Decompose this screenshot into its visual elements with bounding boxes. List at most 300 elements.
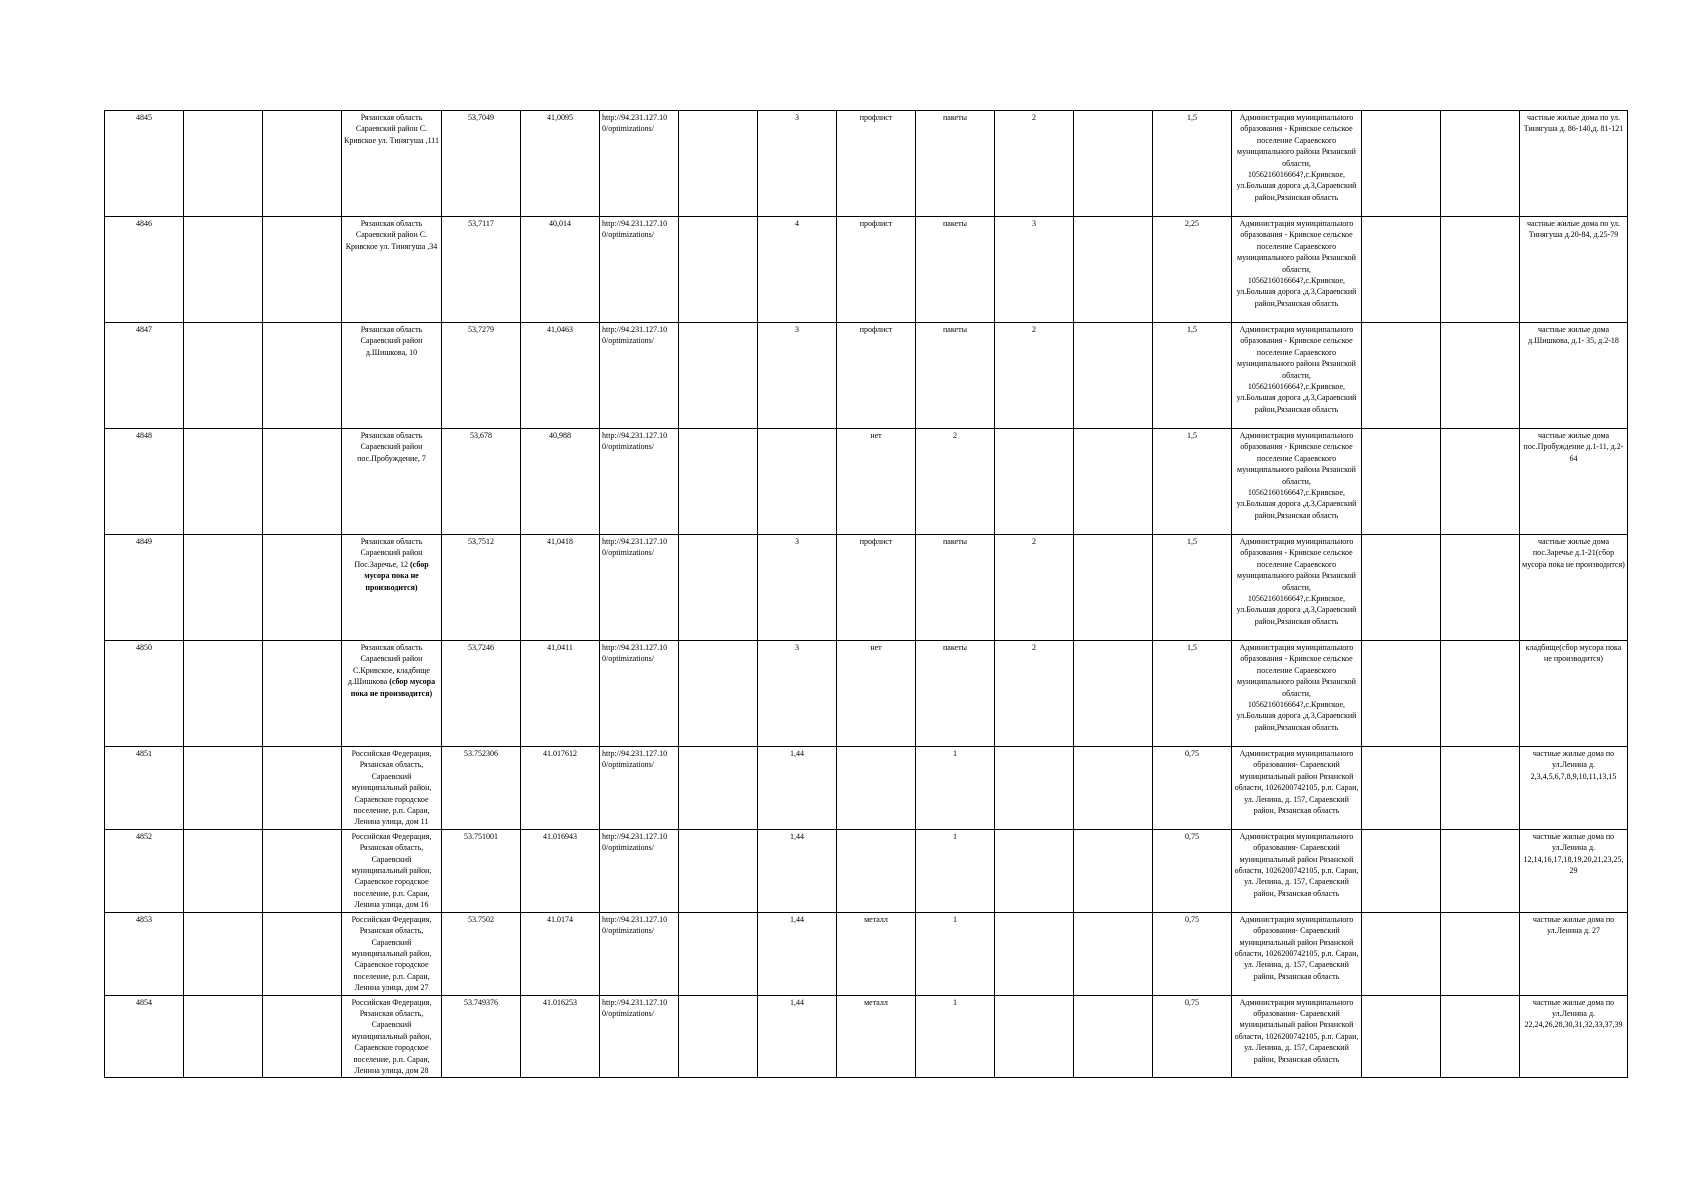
latitude-cell (442, 747, 521, 830)
container-type-text: 1 (953, 914, 957, 924)
registry-link-text: http://94.231.127.10 0/optimizations/ (602, 113, 668, 134)
table-row (105, 995, 1628, 1078)
empty-cell (1441, 429, 1520, 535)
latitude-cell (442, 641, 521, 747)
empty-cell (184, 995, 263, 1078)
owner-organization-text: Администрация муниципального образования - Кривское сельское поселение Сараевского муниципального района Рязанской области, 1056216016664?,с.Кривское, ул.Большая дорога ,д.3,Сараевский район,Рязанская область (1236, 113, 1357, 202)
served-objects-text: частные жилые дома по ул. Тинягуша д.20-84, д.25-79 (1527, 219, 1620, 240)
address-cell (342, 429, 442, 535)
served-objects-text: частные жилые дома по ул.Ленина д. 12,14,16,17,18,19,20,21,23,25,29 (1523, 831, 1624, 876)
empty-cell (1362, 217, 1441, 323)
area-cell (758, 111, 837, 217)
area-cell (758, 747, 837, 830)
registry-link-cell (600, 747, 679, 830)
volume-text: 0,75 (1185, 749, 1199, 758)
empty-cell (1362, 535, 1441, 641)
container-count-cell (995, 912, 1074, 995)
container-count-cell (995, 641, 1074, 747)
owner-organization-cell (1232, 829, 1362, 912)
table-body (105, 111, 1628, 1078)
row-number-text: 4847 (136, 325, 152, 334)
registry-link-text: http://94.231.127.10 0/optimizations/ (602, 219, 668, 240)
latitude-cell (442, 829, 521, 912)
registry-link-text: http://94.231.127.10 0/optimizations/ (602, 914, 668, 936)
empty-cell (1362, 323, 1441, 429)
table-row (105, 323, 1628, 429)
registry-link-text: http://94.231.127.10 0/optimizations/ (602, 831, 668, 853)
container-type-text: пакеты (943, 113, 967, 122)
owner-organization-text: Администрация муниципального образования - Кривское сельское поселение Сараевского муниципального района Рязанской области, 1056216016664?,с.Кривское, ул.Большая дорога ,д.3,Сараевский район,Рязанская область (1236, 431, 1357, 520)
owner-organization-text: Администрация муниципального образования - Кривское сельское поселение Сараевского муниципального района Рязанской области, 1056216016664?,с.Кривское, ул.Большая дорога ,д.3,Сараевский район,Рязанская область (1236, 537, 1357, 626)
owner-organization-cell (1232, 111, 1362, 217)
area-text: 3 (795, 643, 799, 652)
row-number-cell (105, 641, 184, 747)
table-row (105, 111, 1628, 217)
owner-organization-cell (1232, 429, 1362, 535)
served-objects-cell (1520, 995, 1628, 1078)
table-row (105, 429, 1628, 535)
served-objects-cell (1520, 111, 1628, 217)
address-text: Рязанская область Сараевский район С. Кривское ул. Тинягуша ,34 (345, 219, 438, 251)
address-cell (342, 323, 442, 429)
address-note-text: (сбор мусора пока не производится) (350, 677, 436, 698)
empty-cell (184, 912, 263, 995)
address-cell (342, 535, 442, 641)
served-objects-cell (1520, 217, 1628, 323)
table-row (105, 829, 1628, 912)
latitude-text: 53.7502 (468, 914, 494, 924)
latitude-text: 53,7279 (468, 325, 494, 334)
latitude-text: 53.751001 (464, 831, 498, 841)
row-number-text: 4854 (136, 997, 152, 1007)
empty-cell (1074, 217, 1153, 323)
empty-cell (263, 912, 342, 995)
longitude-text: 41.017612 (543, 749, 577, 758)
longitude-cell (521, 111, 600, 217)
empty-cell (679, 323, 758, 429)
volume-text: 1,5 (1187, 325, 1197, 334)
registry-link-text: http://94.231.127.10 0/optimizations/ (602, 749, 668, 770)
surface-cell (837, 111, 916, 217)
latitude-cell (442, 995, 521, 1078)
row-number-text: 4852 (136, 831, 152, 841)
empty-cell (263, 829, 342, 912)
surface-cell (837, 535, 916, 641)
address-cell (342, 912, 442, 995)
longitude-text: 41.016943 (543, 831, 577, 841)
empty-cell (1074, 912, 1153, 995)
container-type-cell (916, 747, 995, 830)
volume-cell (1153, 641, 1232, 747)
surface-text: нет (870, 431, 882, 440)
served-objects-text: частные жилые дома по ул.Ленина д. 2,3,4,5,6,7,8,9,10,11,13,15 (1530, 749, 1617, 781)
owner-organization-text: Администрация муниципального образования - Кривское сельское поселение Сараевского муниципального района Рязанской области, 1056216016664?,с.Кривское, ул.Большая дорога ,д.3,Сараевский район,Рязанская область (1236, 219, 1357, 308)
container-type-text: 2 (953, 431, 957, 440)
latitude-text: 53,678 (470, 431, 492, 440)
row-number-text: 4851 (136, 749, 152, 758)
longitude-text: 40,988 (549, 431, 571, 440)
empty-cell (679, 912, 758, 995)
row-number-text: 4846 (136, 219, 152, 228)
row-number-cell (105, 429, 184, 535)
served-objects-cell (1520, 641, 1628, 747)
container-type-cell (916, 829, 995, 912)
empty-cell (1074, 323, 1153, 429)
empty-cell (263, 641, 342, 747)
owner-organization-text: Администрация муниципального образования- Сараевский муниципальный район Рязанской области, 1026200742105, р.п. Сараи, ул. Ленина, д. 157, Сараевский район, Рязанская область (1234, 749, 1359, 816)
longitude-text: 41,0095 (547, 113, 573, 122)
empty-cell (1441, 912, 1520, 995)
table-row (105, 535, 1628, 641)
area-text: 1,44 (790, 914, 804, 924)
latitude-text: 53,7246 (468, 643, 494, 652)
surface-text: металл (864, 997, 888, 1007)
empty-cell (184, 747, 263, 830)
volume-text: 1,5 (1187, 113, 1197, 122)
owner-organization-cell (1232, 535, 1362, 641)
container-count-text: 2 (1032, 537, 1036, 546)
address-text: Рязанская область Сараевский район д.Шишкова, 10 (360, 325, 423, 357)
owner-organization-text: Администрация муниципального образования- Сараевский муниципальный район Рязанской области, 1026200742105, р.п. Сараи, ул. Ленина, д. 157, Сараевский район, Рязанская область (1234, 831, 1359, 898)
address-text: Рязанская область Сараевский район С.Кривское, кладбище д.Шишкова (347, 643, 430, 687)
surface-cell (837, 747, 916, 830)
container-type-text: 1 (953, 749, 957, 758)
served-objects-cell (1520, 912, 1628, 995)
empty-cell (263, 535, 342, 641)
area-cell (758, 995, 837, 1078)
volume-text: 2,25 (1185, 219, 1199, 228)
address-note-text: (сбор мусора пока не производится) (364, 559, 429, 592)
served-objects-text: частные жилые дома по ул. Тинягуша д. 86-140,д. 81-121 (1523, 113, 1624, 134)
area-text: 1,44 (790, 749, 804, 758)
container-type-text: пакеты (943, 537, 967, 546)
volume-cell (1153, 829, 1232, 912)
container-type-cell (916, 429, 995, 535)
served-objects-cell (1520, 429, 1628, 535)
address-text: Рязанская область Сараевский район пос.Пробуждение, 7 (357, 431, 426, 463)
registry-link-cell (600, 535, 679, 641)
surface-cell (837, 217, 916, 323)
longitude-cell (521, 641, 600, 747)
surface-cell (837, 641, 916, 747)
owner-organization-cell (1232, 641, 1362, 747)
longitude-cell (521, 429, 600, 535)
address-cell (342, 995, 442, 1078)
address-cell (342, 829, 442, 912)
longitude-text: 41,0463 (547, 325, 573, 334)
row-number-cell (105, 111, 184, 217)
address-cell (342, 217, 442, 323)
container-count-text: 2 (1032, 643, 1036, 652)
empty-cell (1362, 912, 1441, 995)
surface-text: профлист (859, 113, 893, 122)
area-text: 3 (795, 325, 799, 334)
served-objects-text: частные жилые дома пос.Пробуждение д.1-11, д.2-64 (1523, 431, 1624, 463)
volume-cell (1153, 912, 1232, 995)
row-number-cell (105, 829, 184, 912)
area-cell (758, 829, 837, 912)
longitude-cell (521, 829, 600, 912)
address-text: Российская Федерация, Рязанская область, Сараевский муниципальный район, Сараевское городское поселение, р.п. Сараи, Ленина улица, дом 27 (351, 914, 432, 993)
volume-text: 1,5 (1187, 537, 1197, 546)
row-number-cell (105, 747, 184, 830)
row-number-cell (105, 535, 184, 641)
surface-cell (837, 912, 916, 995)
registry-link-cell (600, 912, 679, 995)
empty-cell (679, 217, 758, 323)
address-text: Российская Федерация, Рязанская область, Сараевский муниципальный район, Сараевское городское поселение, р.п. Сараи, Ленина улица, дом 16 (351, 831, 432, 910)
longitude-text: 41,0411 (547, 643, 573, 652)
owner-organization-cell (1232, 912, 1362, 995)
container-type-cell (916, 912, 995, 995)
volume-cell (1153, 535, 1232, 641)
container-count-cell (995, 747, 1074, 830)
latitude-text: 53,7512 (468, 537, 494, 546)
area-cell (758, 535, 837, 641)
registry-link-cell (600, 323, 679, 429)
empty-cell (1074, 535, 1153, 641)
row-number-text: 4849 (136, 537, 152, 546)
empty-cell (263, 111, 342, 217)
empty-cell (1074, 641, 1153, 747)
owner-organization-text: Администрация муниципального образования - Кривское сельское поселение Сараевского муниципального района Рязанской области, 1056216016664?,с.Кривское, ул.Большая дорога ,д.3,Сараевский район,Рязанская область (1236, 325, 1357, 414)
latitude-text: 53.752306 (464, 749, 498, 758)
container-type-cell (916, 323, 995, 429)
served-objects-text: частные жилые дома по ул.Ленина д. 27 (1532, 914, 1615, 936)
latitude-text: 53.749376 (464, 997, 498, 1007)
container-count-cell (995, 535, 1074, 641)
area-cell (758, 217, 837, 323)
registry-link-text: http://94.231.127.10 0/optimizations/ (602, 431, 668, 452)
registry-link-cell (600, 429, 679, 535)
empty-cell (184, 535, 263, 641)
latitude-cell (442, 535, 521, 641)
container-type-text: 1 (953, 997, 957, 1007)
served-objects-text: кладбище(сбор мусора пока не производится) (1525, 643, 1622, 664)
area-text: 1,44 (790, 831, 804, 841)
empty-cell (1441, 747, 1520, 830)
address-text: Российская Федерация, Рязанская область, Сараевский муниципальный район, Сараевское городское поселение, р.п. Сараи, Ленина улица, дом 11 (351, 749, 432, 827)
empty-cell (679, 995, 758, 1078)
owner-organization-cell (1232, 217, 1362, 323)
volume-cell (1153, 323, 1232, 429)
registry-link-cell (600, 829, 679, 912)
registry-link-text: http://94.231.127.10 0/optimizations/ (602, 997, 668, 1018)
empty-cell (1362, 829, 1441, 912)
container-type-text: пакеты (943, 325, 967, 334)
container-count-text: 3 (1032, 219, 1036, 228)
row-number-text: 4848 (136, 431, 152, 440)
longitude-text: 41,0418 (547, 537, 573, 546)
volume-cell (1153, 111, 1232, 217)
served-objects-cell (1520, 535, 1628, 641)
empty-cell (184, 429, 263, 535)
owner-organization-cell (1232, 995, 1362, 1078)
container-type-cell (916, 111, 995, 217)
empty-cell (679, 111, 758, 217)
row-number-text: 4853 (136, 914, 152, 924)
row-number-text: 4850 (136, 643, 152, 652)
volume-cell (1153, 995, 1232, 1078)
longitude-cell (521, 747, 600, 830)
table-row (105, 217, 1628, 323)
latitude-cell (442, 323, 521, 429)
container-count-cell (995, 323, 1074, 429)
address-text: Рязанская область Сараевский район С. Кривское ул. Тинягуша ,111 (344, 113, 439, 145)
volume-text: 1,5 (1187, 431, 1197, 440)
served-objects-text: частные жилые дома пос.Заречье д.1-21(сбор мусора пока не производится) (1522, 537, 1625, 569)
row-number-text: 4845 (136, 113, 152, 122)
owner-organization-cell (1232, 323, 1362, 429)
address-cell (342, 111, 442, 217)
address-cell (342, 747, 442, 830)
container-count-cell (995, 111, 1074, 217)
longitude-text: 41.016253 (543, 997, 577, 1007)
registry-link-cell (600, 641, 679, 747)
container-type-text: пакеты (943, 219, 967, 228)
empty-cell (679, 747, 758, 830)
area-cell (758, 429, 837, 535)
container-type-cell (916, 641, 995, 747)
registry-link-text: http://94.231.127.10 0/optimizations/ (602, 537, 668, 558)
registry-link-cell (600, 995, 679, 1078)
served-objects-cell (1520, 747, 1628, 830)
owner-organization-cell (1232, 747, 1362, 830)
row-number-cell (105, 912, 184, 995)
empty-cell (263, 747, 342, 830)
volume-cell (1153, 217, 1232, 323)
empty-cell (1362, 995, 1441, 1078)
surface-text: нет (870, 643, 882, 652)
volume-cell (1153, 429, 1232, 535)
volume-cell (1153, 747, 1232, 830)
container-type-text: пакеты (943, 643, 967, 652)
container-type-cell (916, 995, 995, 1078)
latitude-text: 53,7049 (468, 113, 494, 122)
area-cell (758, 912, 837, 995)
empty-cell (1074, 995, 1153, 1078)
area-text: 4 (795, 219, 799, 228)
row-number-cell (105, 995, 184, 1078)
registry-link-cell (600, 217, 679, 323)
container-count-cell (995, 995, 1074, 1078)
table-row (105, 747, 1628, 830)
served-objects-text: частные жилые дома д.Шишкова, д.1- 35, д.2-18 (1528, 325, 1619, 346)
area-cell (758, 323, 837, 429)
table-row (105, 912, 1628, 995)
address-text: Рязанская область Сараевский район Пос.Заречье, 12 (354, 537, 423, 569)
empty-cell (1441, 217, 1520, 323)
surface-text: профлист (859, 537, 893, 546)
volume-text: 0,75 (1185, 831, 1199, 841)
volume-text: 1,5 (1187, 643, 1197, 652)
empty-cell (1441, 111, 1520, 217)
owner-organization-text: Администрация муниципального образования - Кривское сельское поселение Сараевского муниципального района Рязанской области, 1056216016664?,с.Кривское, ул.Большая дорога ,д.3,Сараевский район,Рязанская область (1236, 643, 1357, 732)
registry-link-text: http://94.231.127.10 0/optimizations/ (602, 643, 668, 664)
empty-cell (263, 217, 342, 323)
latitude-cell (442, 912, 521, 995)
longitude-text: 41.0174 (547, 914, 573, 924)
registry-link-text: http://94.231.127.10 0/optimizations/ (602, 325, 668, 346)
empty-cell (1441, 323, 1520, 429)
empty-cell (1074, 747, 1153, 830)
container-type-cell (916, 217, 995, 323)
longitude-cell (521, 995, 600, 1078)
area-text: 3 (795, 113, 799, 122)
empty-cell (263, 995, 342, 1078)
empty-cell (1074, 429, 1153, 535)
empty-cell (1441, 995, 1520, 1078)
empty-cell (184, 641, 263, 747)
empty-cell (184, 111, 263, 217)
longitude-text: 40,014 (549, 219, 571, 228)
surface-text: металл (864, 914, 888, 924)
served-objects-cell (1520, 323, 1628, 429)
empty-cell (263, 429, 342, 535)
volume-text: 0,75 (1185, 914, 1199, 924)
document-table (104, 110, 1628, 1078)
address-cell (342, 641, 442, 747)
served-objects-text: частные жилые дома по ул.Ленина д. 22,24,26,28,30,31,32,33,37,39 (1524, 997, 1623, 1030)
empty-cell (184, 829, 263, 912)
surface-cell (837, 429, 916, 535)
empty-cell (679, 829, 758, 912)
empty-cell (1362, 641, 1441, 747)
owner-organization-text: Администрация муниципального образования- Сараевский муниципальный район Рязанской области, 1026200742105, р.п. Сараи, ул. Ленина, д. 157, Сараевский район, Рязанская область (1234, 914, 1359, 981)
empty-cell (1441, 641, 1520, 747)
registry-link-cell (600, 111, 679, 217)
empty-cell (1074, 829, 1153, 912)
container-count-text: 2 (1032, 113, 1036, 122)
empty-cell (1362, 747, 1441, 830)
surface-text: профлист (859, 219, 893, 228)
container-count-cell (995, 217, 1074, 323)
area-text: 1,44 (790, 997, 804, 1007)
surface-cell (837, 995, 916, 1078)
empty-cell (1074, 111, 1153, 217)
empty-cell (1362, 429, 1441, 535)
empty-cell (184, 323, 263, 429)
empty-cell (1441, 829, 1520, 912)
surface-cell (837, 323, 916, 429)
row-number-cell (105, 323, 184, 429)
address-text: Российская Федерация, Рязанская область, Сараевский муниципальный район, Сараевское городское поселение, р.п. Сараи, Ленина улица, дом 28 (351, 997, 432, 1075)
empty-cell (679, 641, 758, 747)
container-count-text: 2 (1032, 325, 1036, 334)
surface-cell (837, 829, 916, 912)
container-type-cell (916, 535, 995, 641)
longitude-cell (521, 912, 600, 995)
longitude-cell (521, 217, 600, 323)
latitude-cell (442, 217, 521, 323)
longitude-cell (521, 323, 600, 429)
area-text: 3 (795, 537, 799, 546)
latitude-text: 53,7117 (468, 219, 494, 228)
owner-organization-text: Администрация муниципального образования- Сараевский муниципальный район Рязанской области, 1026200742105, р.п. Сараи, ул. Ленина, д. 157, Сараевский район, Рязанская область (1234, 997, 1359, 1064)
container-count-cell (995, 429, 1074, 535)
latitude-cell (442, 429, 521, 535)
row-number-cell (105, 217, 184, 323)
surface-text: профлист (859, 325, 893, 334)
latitude-cell (442, 111, 521, 217)
volume-text: 0,75 (1185, 997, 1199, 1007)
container-type-text: 1 (953, 831, 957, 841)
table-row (105, 641, 1628, 747)
served-objects-cell (1520, 829, 1628, 912)
longitude-cell (521, 535, 600, 641)
empty-cell (679, 429, 758, 535)
area-cell (758, 641, 837, 747)
